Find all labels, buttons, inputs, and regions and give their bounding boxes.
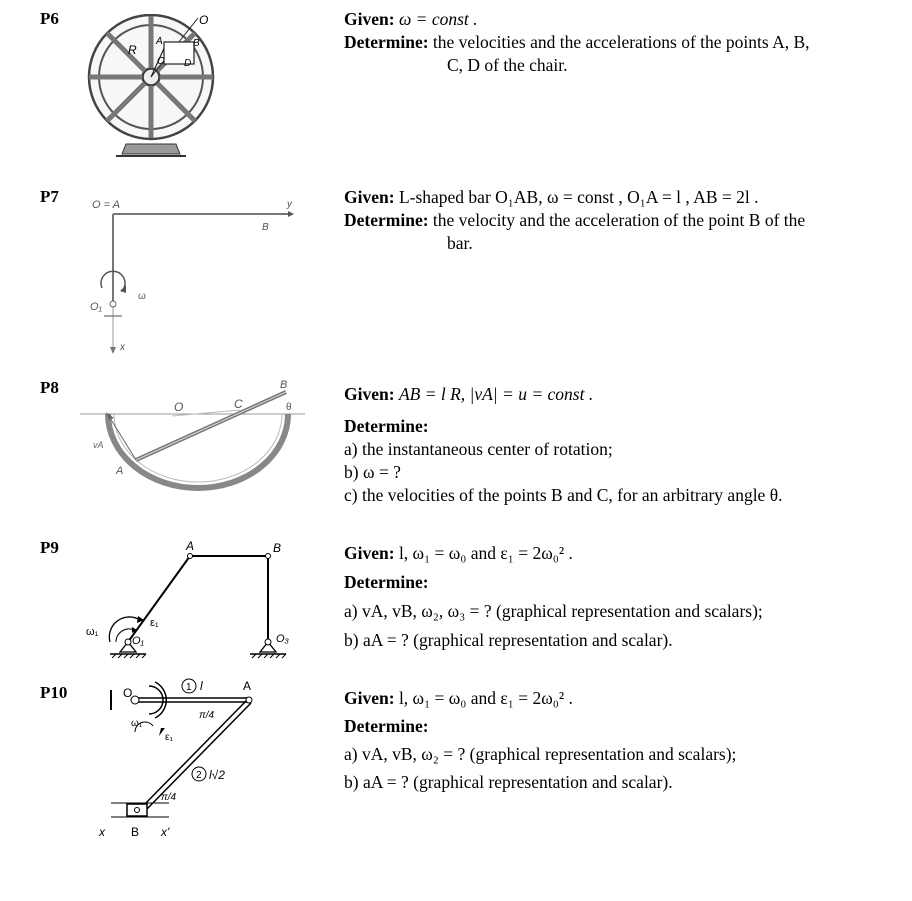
label-theta: θ [286, 402, 292, 413]
label-O3: O₃ [276, 633, 289, 645]
given-label: Given: [344, 688, 395, 708]
label-pi4-top: π/4 [199, 710, 215, 721]
label-x: x [99, 825, 105, 839]
wheel-chair-figure [84, 14, 224, 164]
label-eps1: ε₁ [165, 732, 173, 743]
label-l: l [200, 679, 203, 693]
l-bar-figure [80, 192, 300, 362]
label-O: O [123, 686, 133, 700]
problem-number: P6 [40, 9, 59, 28]
label-O1: O₁ [132, 635, 145, 647]
label-l-sqrt2: l√2 [209, 768, 225, 782]
given-text: ω = const . [398, 9, 478, 29]
label-O: O [174, 400, 184, 414]
rod-in-semicircle-figure [80, 378, 310, 493]
label-O-A: O = A [92, 199, 121, 211]
label-x-prime: x' [161, 825, 170, 839]
label-A: A [186, 539, 195, 553]
determine-label: Determine: [344, 572, 429, 592]
label-A: A [243, 679, 252, 693]
determine-line: the velocities and the accelerations of the points A, B, [432, 32, 810, 52]
given-text: L-shaped bar O₁AB, ω = const , O₁A = l , AB = 2l . [398, 187, 759, 207]
label-B: B [193, 38, 200, 49]
label-vA: vA [93, 440, 104, 450]
determine-line: b) aA = ? (graphical representation and scalar). [344, 630, 673, 650]
label-x: x [120, 342, 125, 353]
problem-text [344, 684, 736, 796]
label-C: C [234, 397, 243, 411]
label-O1: O₁ [90, 301, 103, 313]
problem-number: P9 [40, 538, 59, 557]
label-B: B [131, 825, 140, 839]
label-omega: ω [138, 291, 146, 302]
determine-line: a) the instantaneous center of rotation; [344, 439, 613, 459]
four-bar-linkage-figure [80, 538, 300, 663]
problem-text [344, 383, 782, 507]
determine-line: the velocity and the acceleration of the point B of the [432, 210, 806, 230]
determine-line: b) ω = ? [344, 462, 401, 482]
problem-number: P8 [40, 378, 59, 397]
determine-label: Determine: [344, 32, 429, 52]
label-pi4-bottom: π/4 [161, 792, 177, 803]
label-A: A [116, 465, 124, 477]
label-R: R [128, 43, 137, 57]
determine-line: b) aA = ? (graphical representation and scalar). [344, 772, 673, 792]
given-text: AB = l R, |vA| = u = const . [398, 384, 594, 404]
problem-text [344, 186, 805, 255]
label-omega1: ω₁ [86, 626, 99, 638]
label-y: y [287, 199, 292, 210]
label-O: O [199, 14, 209, 27]
problem-text [344, 8, 810, 77]
label-circle-1: 1 [186, 682, 192, 693]
label-omega1: ω₁ [131, 718, 143, 729]
label-eps1: ε₁ [150, 617, 159, 629]
label-A: A [156, 36, 163, 47]
label-B: B [273, 541, 282, 555]
label-B: B [262, 222, 269, 233]
problem-number: P7 [40, 187, 59, 206]
given-text: l, ω₁ = ω₀ and ε₁ = 2ω₀² . [398, 688, 573, 708]
label-D: D [184, 58, 192, 69]
crank-slider-figure [95, 676, 275, 846]
given-label: Given: [344, 384, 395, 404]
determine-label: Determine: [344, 210, 429, 230]
given-label: Given: [344, 543, 395, 563]
determine-line: bar. [447, 233, 473, 253]
label-C: C [157, 56, 165, 67]
determine-line: C, D of the chair. [447, 55, 568, 75]
given-text: l, ω₁ = ω₀ and ε₁ = 2ω₀² . [398, 543, 573, 563]
label-B: B [280, 379, 288, 391]
given-label: Given: [344, 9, 395, 29]
determine-line: a) vA, vB, ω₂, ω₃ = ? (graphical representation and scalars); [344, 601, 763, 621]
determine-line: a) vA, vB, ω₂ = ? (graphical representation and scalars); [344, 744, 737, 764]
determine-label: Determine: [344, 416, 429, 436]
label-circle-2: 2 [196, 770, 202, 781]
determine-line: c) the velocities of the points B and C, for an arbitrary angle θ. [344, 485, 783, 505]
determine-label: Determine: [344, 716, 429, 736]
problem-number: P10 [40, 683, 68, 702]
problem-text [344, 539, 763, 655]
given-label: Given: [344, 187, 395, 207]
